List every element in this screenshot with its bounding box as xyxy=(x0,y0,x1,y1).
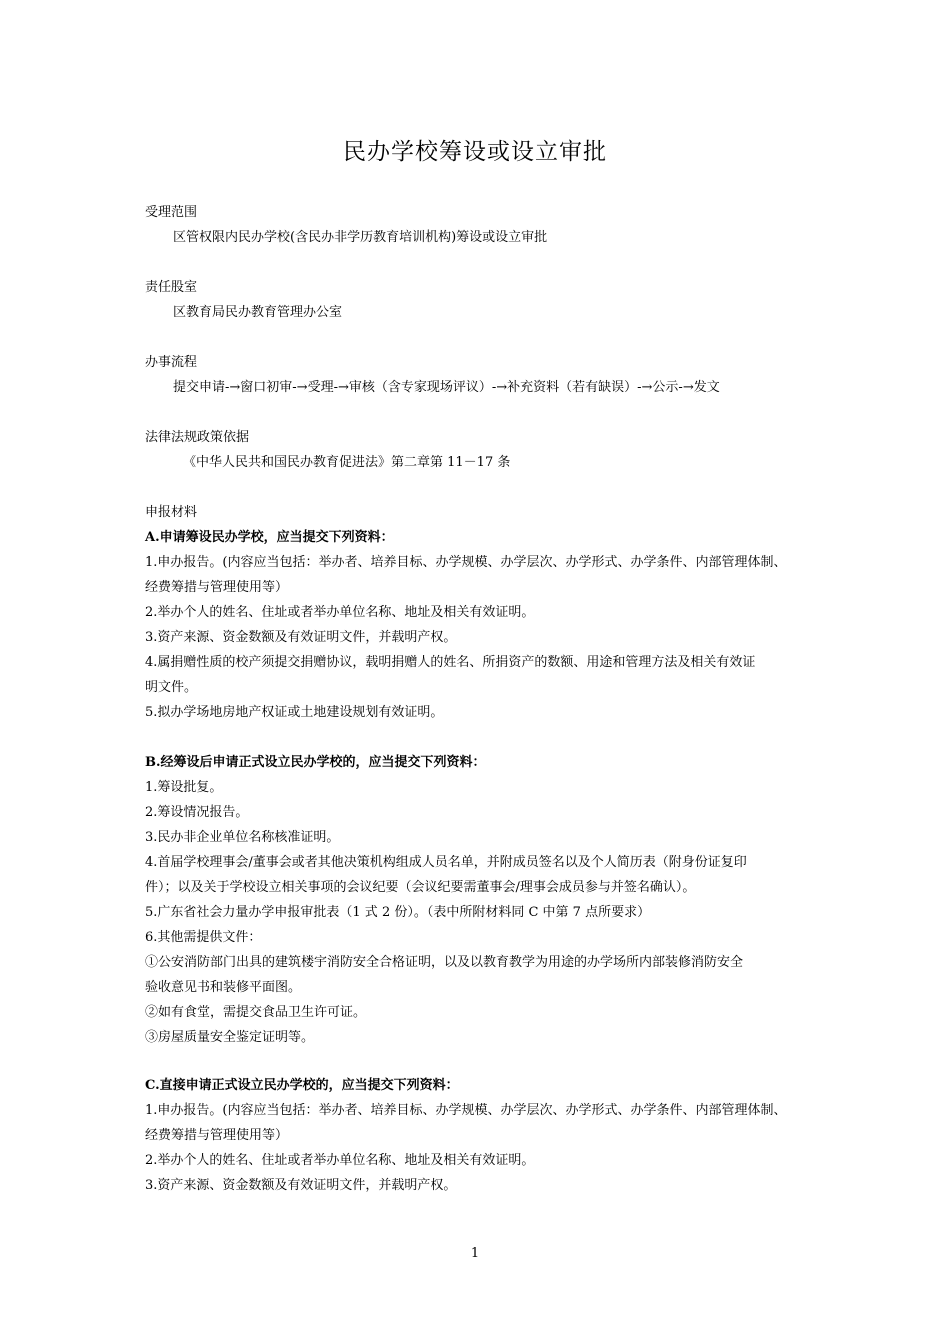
list-item: ③房屋质量安全鉴定证明等。 xyxy=(145,1030,315,1045)
list-item: 5.广东省社会力量办学申报审批表（1 式 2 份）。（表中所附材料同 C 中第 7 点所要求） xyxy=(145,905,651,920)
list-item: 2.筹设情况报告。 xyxy=(145,805,249,820)
list-item: 明文件。 xyxy=(145,680,198,695)
section-office xyxy=(145,275,825,325)
list-item: 6.其他需提供文件： xyxy=(145,930,262,945)
list-item: ①公安消防部门出具的建筑楼宇消防安全合格证明，以及以教育教学为用途的办学场所内部装修消防安全 xyxy=(145,955,744,970)
page-title: 民办学校筹设或设立审批 xyxy=(343,139,607,165)
section-heading: 法律法规政策依据 xyxy=(145,430,250,445)
section-text: 《中华人民共和国民办教育促进法》第二章第 11－17 条 xyxy=(183,455,511,470)
list-item: 2.举办个人的姓名、住址或者举办单位名称、地址及相关有效证明。 xyxy=(145,1153,535,1168)
section-heading: 责任股室 xyxy=(145,280,198,295)
list-item: 3.民办非企业单位名称核准证明。 xyxy=(145,830,340,845)
section-text: 区教育局民办教育管理办公室 xyxy=(173,305,343,320)
list-item: 5.拟办学场地房地产权证或土地建设规划有效证明。 xyxy=(145,705,444,720)
section-process xyxy=(145,350,825,400)
section-legal xyxy=(145,425,825,475)
list-item: 验收意见书和装修平面图。 xyxy=(145,980,302,995)
materials-c-title: C.直接申请正式设立民办学校的，应当提交下列资料： xyxy=(145,1078,459,1093)
section-text: 提交申请-→窗口初审-→受理-→审核（含专家现场评议）-→补充资料（若有缺误）-→公示-→发文 xyxy=(173,380,720,395)
list-item: 4.属捐赠性质的校产须提交捐赠协议，载明捐赠人的姓名、所捐资产的数额、用途和管理方法及相关有效证 xyxy=(145,655,756,670)
section-heading: 受理范围 xyxy=(145,205,198,220)
list-item: 1.申办报告。(内容应当包括：举办者、培养目标、办学规模、办学层次、办学形式、办学条件、内部管理体制、 xyxy=(145,555,787,570)
section-text: 区管权限内民办学校(含民办非学历教育培训机构)筹设或设立审批 xyxy=(173,230,548,245)
section-scope xyxy=(145,200,825,250)
materials-a-title: A.申请筹设民办学校，应当提交下列资料： xyxy=(145,530,394,545)
list-item: 1.筹设批复。 xyxy=(145,780,223,795)
list-item: 1.申办报告。(内容应当包括：举办者、培养目标、办学规模、办学层次、办学形式、办学条件、内部管理体制、 xyxy=(145,1103,787,1118)
materials-b-title: B.经筹设后申请正式设立民办学校的，应当提交下列资料： xyxy=(145,755,486,770)
list-item: 件）；以及关于学校设立相关事项的会议纪要（会议纪要需董事会/理事会成员参与并签名确认）。 xyxy=(145,880,696,895)
list-item: 3.资产来源、资金数额及有效证明文件，并载明产权。 xyxy=(145,1178,457,1193)
list-item: 经费筹措与管理使用等） xyxy=(145,1128,289,1143)
list-item: 3.资产来源、资金数额及有效证明文件，并载明产权。 xyxy=(145,630,457,645)
section-heading: 办事流程 xyxy=(145,355,198,370)
section-heading: 申报材料 xyxy=(145,505,198,520)
list-item: ②如有食堂，需提交食品卫生许可证。 xyxy=(145,1005,367,1020)
page-number: 1 xyxy=(470,1246,480,1261)
list-item: 2.举办个人的姓名、住址或者举办单位名称、地址及相关有效证明。 xyxy=(145,605,535,620)
section-materials-c xyxy=(145,1073,825,1198)
list-item: 4.首届学校理事会/董事会或者其他决策机构组成人员名单，并附成员签名以及个人简历表（附身份证复印 xyxy=(145,855,747,870)
section-materials xyxy=(145,500,825,725)
list-item: 经费筹措与管理使用等） xyxy=(145,580,289,595)
section-materials-b xyxy=(145,750,825,1050)
